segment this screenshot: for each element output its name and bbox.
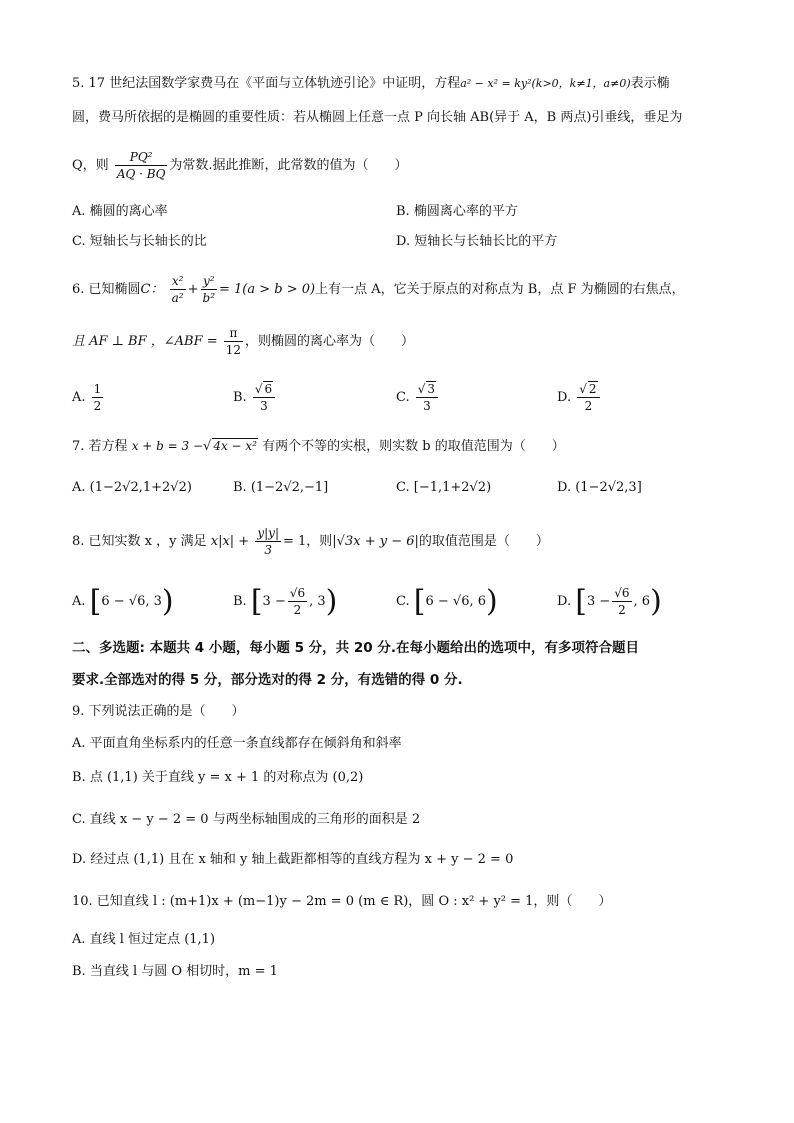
- q10-option-a[interactable]: A. 直线 l 恒过定点 (1,1): [72, 932, 216, 947]
- q6-option-a-den: 2: [93, 399, 102, 413]
- q5-text-3-pre: Q，则: [72, 158, 109, 173]
- q5-option-a[interactable]: A. 椭圆的离心率: [72, 204, 168, 219]
- q6-option-b-den: 3: [260, 399, 268, 413]
- q6-option-a[interactable]: [72, 378, 105, 418]
- q6-option-a-frac: [92, 381, 104, 414]
- q8-option-a-value: 6 − √6, 3: [101, 594, 162, 609]
- q8-option-b-den: 2: [293, 603, 302, 617]
- section2-heading-line1: 二、多选题: 本题共 4 小题，每小题 5 分，共 20 分.在每小题给出的选项中，有多项符合题目: [72, 640, 639, 656]
- q8-option-d-frac: [612, 585, 631, 618]
- q8-abs-expression: |√3x + y − 6|: [332, 534, 419, 549]
- q9-option-b[interactable]: B. 点 (1,1) 关于直线 y = x + 1 的对称点为 (0,2): [72, 770, 364, 785]
- q5-line3: [72, 146, 408, 186]
- q6-angle-frac: [224, 325, 243, 358]
- q6-condition: = 1(a > b > 0): [219, 282, 316, 297]
- q10-stem: 10. 已知直线 l : (m+1)x + (m−1)y − 2m = 0 (m ∈ R)，圆 O : x² + y² = 1，则（ ）: [72, 894, 612, 909]
- q8-option-c[interactable]: C. [6 − √6, 6): [396, 583, 498, 619]
- q9-option-c[interactable]: C. 直线 x − y − 2 = 0 与两坐标轴围成的三角形的面积是 2: [72, 812, 421, 827]
- q7-text-post: 有两个不等的实根，则实数 b 的取值范围为（ ）: [262, 439, 565, 454]
- q6-x2: x²: [170, 273, 186, 290]
- q7-option-b[interactable]: B. (1−2√2,−1]: [233, 480, 329, 495]
- q8-frac: [255, 525, 281, 558]
- q5-line2: 圆，费马所依据的是椭圆的重要性质：若从椭圆上任意一点 P 向长轴 AB(异于 A，B 两点)引垂线，垂足为: [72, 110, 683, 125]
- q6-line2: [72, 322, 414, 362]
- q5-option-d[interactable]: D. 短轴长与长轴长比的平方: [396, 234, 558, 249]
- q5-equation: a² − x² = ky²(k>0，k≠1，a≠0): [460, 77, 631, 90]
- q6-text-pre: 6. 已知椭圆: [72, 282, 141, 297]
- q8-option-d-num: √6: [614, 586, 630, 600]
- q8-option-d-label: D.: [557, 594, 572, 609]
- q8-frac-den: 3: [264, 543, 272, 557]
- q6-option-c[interactable]: [396, 378, 440, 418]
- q8-option-a-label: A.: [72, 594, 86, 609]
- q9-stem: 9. 下列说法正确的是（ ）: [72, 704, 245, 719]
- q6-option-c-den: 3: [423, 399, 431, 413]
- q10-option-b[interactable]: B. 当直线 l 与圆 O 相切时，m = 1: [72, 964, 278, 979]
- q5-fraction: [115, 149, 168, 182]
- q8-option-b-post: , 3: [309, 594, 326, 609]
- q6-pi: π: [224, 325, 243, 342]
- q7-radicand: 4x − x²: [213, 439, 257, 453]
- q6-option-d[interactable]: [557, 378, 602, 418]
- q6-text-post: 上有一点 A，它关于原点的对称点为 B，点 F 为椭圆的右焦点，: [315, 282, 685, 297]
- q8-text-post: 的取值范围是（ ）: [418, 534, 549, 549]
- q6-option-d-label: D.: [557, 390, 572, 405]
- q6-option-c-label: C.: [396, 390, 410, 405]
- q8-option-d-post: , 6: [633, 594, 651, 609]
- q6-b2: b²: [202, 291, 216, 305]
- q6-option-b-frac: [253, 381, 275, 414]
- q5-frac-num: PQ²: [115, 149, 168, 166]
- q8-text-pre: 8. 已知实数 x ，y 满足: [72, 534, 207, 549]
- q6-option-b-num: 6: [264, 382, 273, 396]
- q8-option-b-frac: [288, 585, 307, 618]
- q5-text-3-post: 为常数.据此推断，此常数的值为（ ）: [169, 158, 408, 173]
- q6-ellipse-name: C：: [140, 282, 164, 297]
- q8-option-b[interactable]: B. [3 − $\frac{√6}{2}$ , 3): [233, 583, 338, 619]
- q6-option-c-num: 3: [427, 382, 436, 396]
- q9-option-d[interactable]: D. 经过点 (1,1) 且在 x 轴和 y 轴上截距都相等的直线方程为 x + y − 2 = 0: [72, 852, 514, 867]
- q8-option-d[interactable]: D. [3 − $\frac{√6}{2}$ , 6): [557, 583, 662, 619]
- q7-stem: [72, 436, 565, 457]
- q7-option-d[interactable]: D. (1−2√2,3]: [557, 480, 642, 495]
- q6-option-a-label: A.: [72, 390, 86, 405]
- q5-text-1: 5. 17 世纪法国数学家费马在《平面与立体轨迹引论》中证明，方程: [72, 76, 461, 91]
- section2-heading-line2: 要求.全部选对的得 5 分，部分选对的得 2 分，有选错的得 0 分.: [72, 672, 463, 688]
- q6-a2: a²: [171, 291, 184, 305]
- q6-option-a-num: 1: [93, 382, 102, 396]
- q7-option-a[interactable]: A. (1−2√2,1+2√2): [72, 480, 192, 495]
- q5-text-1-end: 表示椭: [630, 76, 670, 91]
- q6-option-d-num: 2: [588, 382, 597, 396]
- q6-option-d-frac: [577, 381, 599, 414]
- q8-eq-b: = 1，则: [283, 534, 333, 549]
- q7-option-c[interactable]: C. [−1,1+2√2): [396, 480, 492, 495]
- q5-option-c[interactable]: C. 短轴长与长轴长的比: [72, 234, 207, 249]
- q6-text-2-pre: 且 AF ⊥ BF ，∠ABF =: [72, 334, 218, 349]
- q6-y2: y²: [201, 273, 218, 290]
- q9-option-a[interactable]: A. 平面直角坐标系内的任意一条直线都存在倾斜角和斜率: [72, 736, 402, 751]
- q6-twelve: 12: [225, 343, 242, 357]
- q6-frac-x: [170, 273, 186, 306]
- q8-option-a[interactable]: A. [6 − √6, 3): [72, 583, 174, 619]
- q6-line1: 6. 已知椭圆C： $\frac{\text{x²}}{\text{a²}}$ + $\frac{\text{y²}}{\text{b²}}$ = 1(a > b > 0)上有一点 A，它关于原点的对称点为 B，点 F 为椭圆的右焦点，: [72, 274, 685, 305]
- q5-line1: [72, 74, 670, 94]
- q8-option-d-den: 2: [618, 603, 626, 617]
- q8-option-b-label: B.: [233, 594, 247, 609]
- q8-option-b-num: √6: [289, 586, 306, 600]
- q8-eq-a: x|x| +: [210, 534, 250, 549]
- q8-option-c-label: C.: [396, 594, 410, 609]
- q5-frac-den: AQ · BQ: [116, 167, 166, 181]
- q5-option-b[interactable]: B. 椭圆离心率的平方: [396, 204, 518, 219]
- q6-option-b[interactable]: [233, 378, 277, 418]
- q8-frac-num: y|y|: [257, 526, 279, 540]
- q6-option-d-den: 2: [584, 399, 593, 413]
- q6-option-b-label: B.: [233, 390, 247, 405]
- q6-option-c-frac: [416, 381, 438, 414]
- q8-stem: [72, 522, 549, 562]
- q6-text-2-post: ，则椭圆的离心率为（ ）: [245, 334, 415, 349]
- q7-text-pre: 7. 若方程: [72, 439, 128, 454]
- q6-frac-y: [201, 273, 218, 306]
- q7-equation: x + b = 3 −: [131, 439, 204, 453]
- q8-option-d-pre: 3 −: [586, 594, 611, 609]
- q8-option-c-value: 6 − √6, 6: [425, 594, 487, 609]
- q8-option-b-pre: 3 −: [262, 594, 286, 609]
